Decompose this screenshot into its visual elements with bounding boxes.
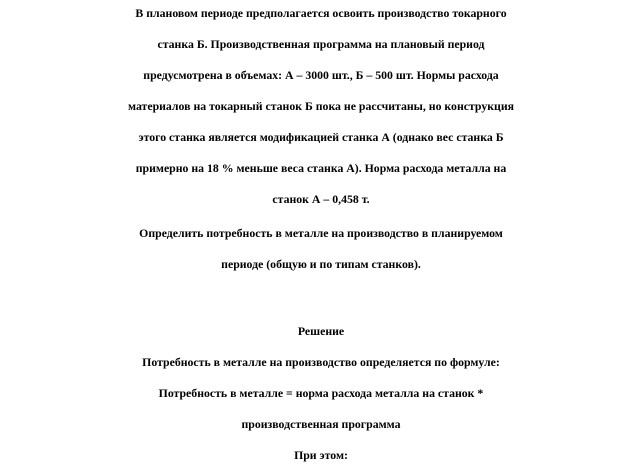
solution-heading: Решение <box>297 324 345 338</box>
problem-line-3: предусмотрена в объемах: А – 3000 шт., Б – 500 шт. Нормы расхода <box>143 68 499 82</box>
task-line-2: периоде (общую и по типам станков). <box>221 257 421 271</box>
problem-line-4: материалов на токарный станок Б пока не рассчитаны, но конструкция <box>127 99 515 113</box>
solution-line-3: производственная программа <box>241 417 401 431</box>
problem-line-1: В плановом периоде предполагается освоить производство токарного <box>135 6 507 20</box>
solution-line-4: При этом: <box>294 448 348 462</box>
solution-line-1: Потребность в металле на производство определяется по формуле: <box>142 355 500 369</box>
task-line-1: Определить потребность в металле на производство в планируемом <box>139 226 503 240</box>
solution-line-2: Потребность в металле = норма расхода металла на станок * <box>158 386 484 400</box>
problem-line-5: этого станка является модификацией станка А (однако вес станка Б <box>138 130 504 144</box>
problem-line-2: станка Б. Производственная программа на плановый период <box>157 37 485 51</box>
problem-line-6: примерно на 18 % меньше веса станка А). Норма расхода металла на <box>135 161 507 175</box>
problem-line-7: станок А – 0,458 т. <box>272 192 370 206</box>
